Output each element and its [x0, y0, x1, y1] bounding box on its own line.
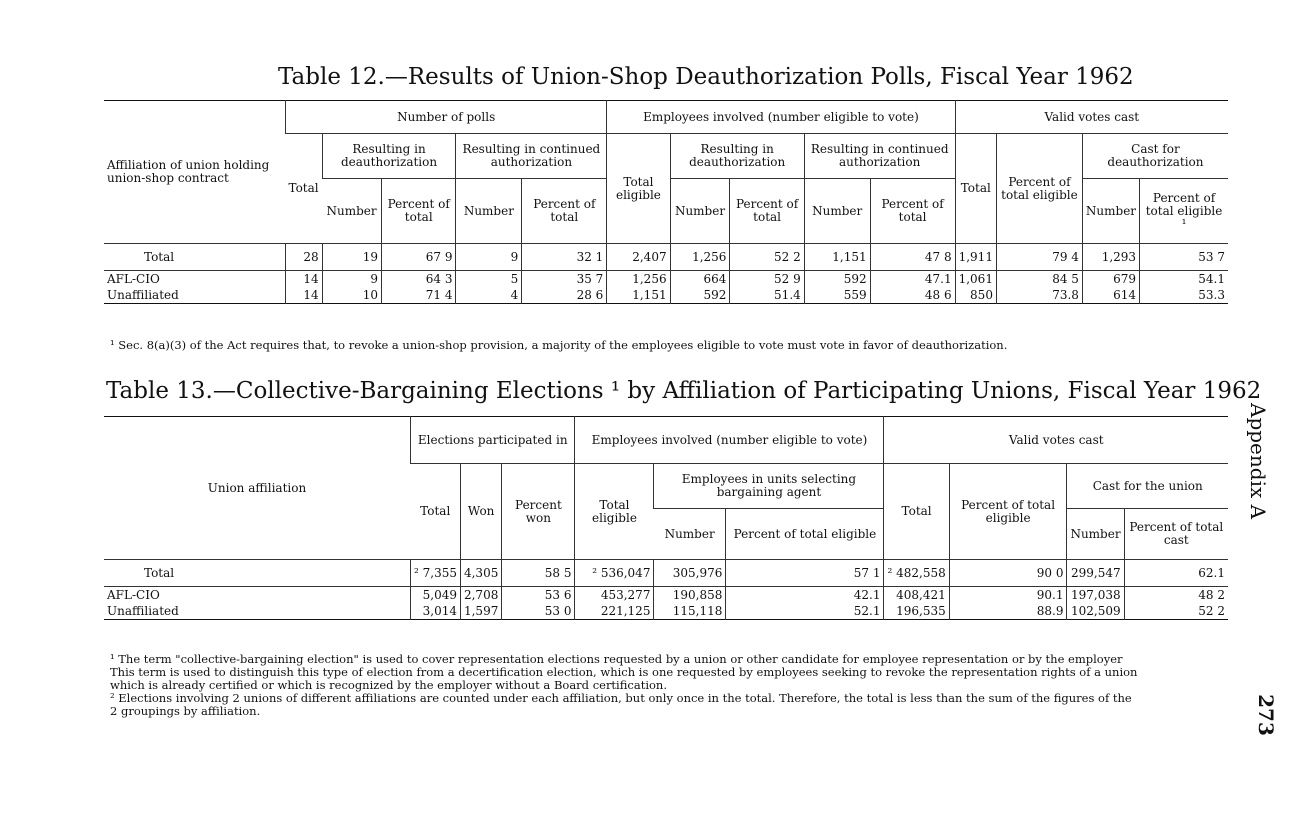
elections-won-header: Won: [460, 464, 501, 560]
table-cell: 84 5: [996, 271, 1082, 288]
union-number-header: Number: [1067, 509, 1124, 560]
table-cell: 1,256: [607, 271, 670, 288]
resulting-continued-header: Resulting in continued authorization: [456, 134, 607, 179]
employees-in-units-header: Employees in units selecting bargaining agent: [654, 464, 884, 509]
elections-percent-won-header: Percent won: [502, 464, 575, 560]
table-cell: 559: [804, 287, 870, 304]
table-cell: 48 2: [1124, 587, 1228, 604]
emp-continued-number-header: Number: [804, 179, 870, 244]
table-cell: 197,038: [1067, 587, 1124, 604]
table-cell: 1,293: [1082, 244, 1139, 271]
table-cell: 14: [286, 287, 323, 304]
deauth-number-header: Number: [322, 179, 381, 244]
t13-footnote-1: ¹ The term "collective-bargaining election" is used to cover representation elections requested by a union or other candidate for employee representation or by the employer: [110, 652, 1123, 666]
table-cell: ² 7,355: [411, 560, 461, 587]
table-cell: 52 2: [730, 244, 804, 271]
table-cell: 5: [456, 271, 522, 288]
table-cell: 664: [670, 271, 730, 288]
table-cell: 32 1: [522, 244, 607, 271]
cast-percent-header: Percent of total eligible ¹: [1140, 179, 1228, 244]
t13-total-eligible-header: Total eligible: [575, 464, 654, 560]
cast-for-union-header: Cast for the union: [1067, 464, 1228, 509]
table-cell: 1,151: [804, 244, 870, 271]
table-cell: 9: [322, 271, 381, 288]
table-cell: 47.1: [870, 271, 955, 288]
row-label: AFL-CIO: [107, 588, 160, 602]
t13-footnote-2: ² Elections involving 2 unions of different affiliations are counted under each affiliation, but only once in the total. Therefore, the total is less than the sum of the figures of the: [110, 691, 1132, 705]
table-cell: 299,547: [1067, 560, 1124, 587]
table-cell: 62.1: [1124, 560, 1228, 587]
number-of-polls-header: Number of polls: [286, 101, 607, 134]
emp-deauth-percent-header: Percent of total: [730, 179, 804, 244]
table-cell: 196,535: [884, 603, 949, 620]
elections-participated-header: Elections participated in: [411, 417, 575, 464]
table-cell: 679: [1082, 271, 1139, 288]
table-row: [104, 244, 1228, 271]
table-cell: 614: [1082, 287, 1139, 304]
table-12: [104, 100, 1228, 304]
table-cell: 4: [456, 287, 522, 304]
page-number: 273: [1254, 694, 1278, 736]
cast-number-header: Number: [1082, 179, 1139, 244]
table-cell: 1,911: [955, 244, 996, 271]
table-cell: 190,858: [654, 587, 726, 604]
table-cell: ² 536,047: [575, 560, 654, 587]
row-label: Unaffiliated: [107, 604, 179, 618]
emp-continued-percent-header: Percent of total: [870, 179, 955, 244]
table-cell: 52 9: [730, 271, 804, 288]
union-percent-header: Percent of total cast: [1124, 509, 1228, 560]
table-cell: 42.1: [726, 587, 884, 604]
table-cell: 67 9: [382, 244, 456, 271]
table-12-footnote: ¹ Sec. 8(a)(3) of the Act requires that, to revoke a union-shop provision, a majority of the employees eligible to vote must vote in favor of deauthorization.: [110, 338, 1008, 352]
table-cell: 53.3: [1140, 287, 1228, 304]
emp-deauth-number-header: Number: [670, 179, 730, 244]
table-cell: 592: [670, 287, 730, 304]
table-cell: 1,597: [460, 603, 501, 620]
table-13: [104, 416, 1228, 620]
table-row: [104, 271, 1228, 288]
table-cell: 48 6: [870, 287, 955, 304]
table-cell: 54.1: [1140, 271, 1228, 288]
t13-footnote-2b: 2 groupings by affiliation.: [110, 704, 261, 718]
table-cell: 28 6: [522, 287, 607, 304]
union-affiliation-header: Union affiliation: [104, 417, 411, 560]
table-cell: 51.4: [730, 287, 804, 304]
table-cell: 305,976: [654, 560, 726, 587]
table-cell: 52 2: [1124, 603, 1228, 620]
table-13-title: Table 13.—Collective-Bargaining Elections ¹ by Affiliation of Participating Unions, Fiscal Year 1962: [106, 378, 1262, 404]
table-cell: 35 7: [522, 271, 607, 288]
table-cell: 14: [286, 271, 323, 288]
table-cell: 5,049: [411, 587, 461, 604]
table-cell: 453,277: [575, 587, 654, 604]
table-cell: 1,151: [607, 287, 670, 304]
deauth-percent-header: Percent of total: [382, 179, 456, 244]
table-cell: 115,118: [654, 603, 726, 620]
votes-percent-eligible-header: Percent of total eligible: [996, 134, 1082, 244]
appendix-label: Appendix A: [1246, 403, 1270, 520]
table-cell: 53 6: [502, 587, 575, 604]
table-row: [104, 587, 1228, 604]
table-cell: 9: [456, 244, 522, 271]
table-cell: 1,256: [670, 244, 730, 271]
table-row: [104, 560, 1228, 587]
elections-total-header: Total: [411, 464, 461, 560]
table-cell: 221,125: [575, 603, 654, 620]
row-label: Total: [104, 244, 286, 271]
table-cell: 47 8: [870, 244, 955, 271]
t13-valid-votes-header: Valid votes cast: [884, 417, 1228, 464]
table-cell: 64 3: [382, 271, 456, 288]
emp-deauth-header: Resulting in deauthorization: [670, 134, 804, 179]
t13-employees-involved-header: Employees involved (number eligible to vote): [575, 417, 884, 464]
table-cell: 4,305: [460, 560, 501, 587]
t13-percent-total-eligible-header: Percent of total eligible: [949, 464, 1067, 560]
table-cell: 58 5: [502, 560, 575, 587]
row-label: Unaffiliated: [107, 288, 179, 302]
table-cell: 1,061: [955, 271, 996, 288]
table-cell: 592: [804, 271, 870, 288]
t13-footnote-1c: which is already certified or which is recognized by the employer without a Board certification.: [110, 678, 667, 692]
affiliation-header: Affiliation of union holding union-shop contract: [104, 101, 286, 244]
table-cell: 71 4: [382, 287, 456, 304]
table-cell: 3,014: [411, 603, 461, 620]
table-row: [104, 603, 1228, 620]
row-label: Total: [104, 560, 411, 587]
table-cell: 57 1: [726, 560, 884, 587]
table-12-title: Table 12.—Results of Union-Shop Deauthorization Polls, Fiscal Year 1962: [278, 64, 1134, 90]
polls-total-header: Total: [286, 134, 323, 244]
table-cell: 90.1: [949, 587, 1067, 604]
votes-total-header: Total: [955, 134, 996, 244]
total-eligible-header: Total eligible: [607, 134, 670, 244]
table-cell: 2,708: [460, 587, 501, 604]
table-13-footnotes: [110, 653, 1137, 718]
units-percent-header: Percent of total eligible: [726, 509, 884, 560]
table-cell: 90 0: [949, 560, 1067, 587]
table-cell: 73.8: [996, 287, 1082, 304]
table-cell: 88.9: [949, 603, 1067, 620]
continued-number-header: Number: [456, 179, 522, 244]
t13-footnote-1b: This term is used to distinguish this type of election from a decertification election, which is one requested by employees seeking to revoke the representation rights of a union: [110, 665, 1138, 679]
table-cell: 2,407: [607, 244, 670, 271]
units-number-header: Number: [654, 509, 726, 560]
continued-percent-header: Percent of total: [522, 179, 607, 244]
table-cell: 10: [322, 287, 381, 304]
emp-continued-header: Resulting in continued authorization: [804, 134, 955, 179]
t13-votes-total-header: Total: [884, 464, 949, 560]
table-cell: 53 7: [1140, 244, 1228, 271]
resulting-deauth-header: Resulting in deauthorization: [322, 134, 456, 179]
table-cell: 408,421: [884, 587, 949, 604]
table-cell: 102,509: [1067, 603, 1124, 620]
table-row: [104, 287, 1228, 304]
employees-involved-header: Employees involved (number eligible to vote): [607, 101, 955, 134]
table-cell: ² 482,558: [884, 560, 949, 587]
table-cell: 850: [955, 287, 996, 304]
table-cell: 79 4: [996, 244, 1082, 271]
table-cell: 52.1: [726, 603, 884, 620]
row-label: AFL-CIO: [107, 272, 160, 286]
cast-for-deauth-header: Cast for deauthorization: [1082, 134, 1228, 179]
valid-votes-header: Valid votes cast: [955, 101, 1228, 134]
table-cell: 19: [322, 244, 381, 271]
table-cell: 28: [286, 244, 323, 271]
table-cell: 53 0: [502, 603, 575, 620]
